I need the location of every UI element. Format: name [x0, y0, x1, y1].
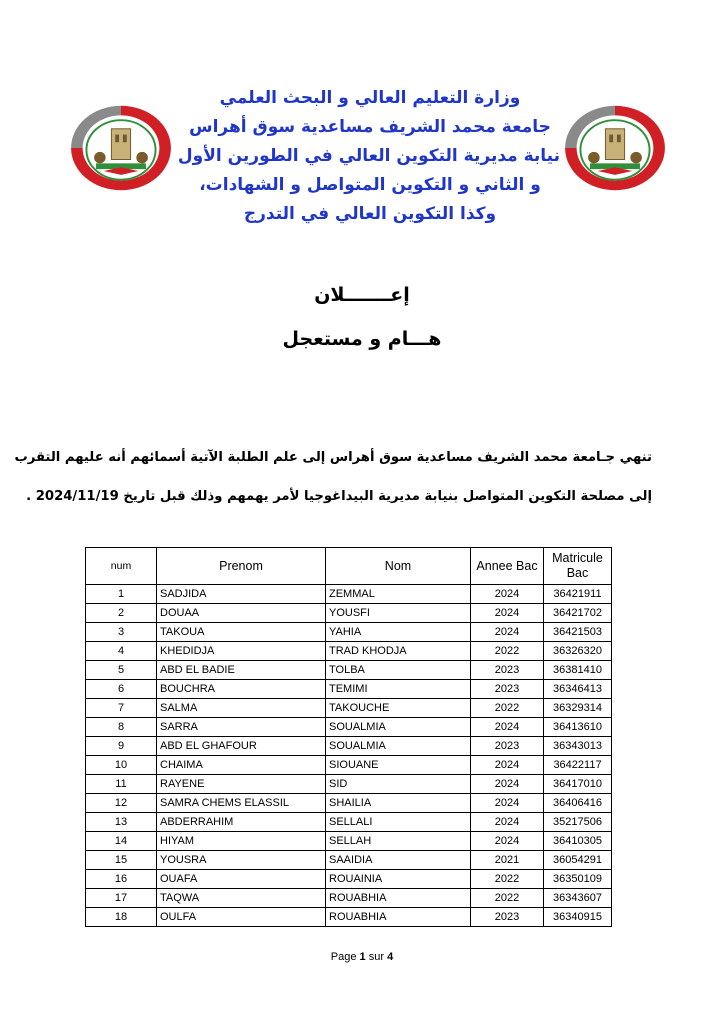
cell-matricule-bac: 36326320: [544, 642, 612, 661]
cell-nom: SID: [326, 775, 471, 794]
table-row: [86, 737, 612, 756]
table-row: [86, 642, 612, 661]
cell-matricule-bac: 36329314: [544, 699, 612, 718]
cell-annee-bac: 2024: [471, 623, 544, 642]
cell-prenom: SADJIDA: [157, 585, 326, 604]
cell-num: 8: [86, 718, 157, 737]
cell-annee-bac: 2024: [471, 585, 544, 604]
cell-num: 17: [86, 889, 157, 908]
column-header-prenom: Prenom: [157, 548, 326, 585]
vice-rectorate-line-3: وكذا التكوين العالي في التدرج: [243, 204, 497, 224]
cell-matricule-bac: 36346413: [544, 680, 612, 699]
cell-prenom: TAQWA: [157, 889, 326, 908]
university-name: جامعة محمد الشريف مساعدية سوق أهراس: [189, 117, 551, 137]
column-header-num: num: [86, 548, 157, 585]
sur-word: sur: [368, 951, 385, 963]
cell-prenom: CHAIMA: [157, 756, 326, 775]
cell-nom: SHAILIA: [326, 794, 471, 813]
cell-prenom: RAYENE: [157, 775, 326, 794]
cell-nom: SAAIDIA: [326, 851, 471, 870]
institution-header: [177, 84, 560, 229]
cell-nom: SELLALI: [326, 813, 471, 832]
announcement-subtitle: هـــام و مستعجل: [282, 328, 442, 350]
cell-prenom: SAMRA CHEMS ELASSIL: [157, 794, 326, 813]
cell-num: 2: [86, 604, 157, 623]
table-row: [86, 680, 612, 699]
table-row: [86, 585, 612, 604]
cell-num: 10: [86, 756, 157, 775]
cell-nom: SIOUANE: [326, 756, 471, 775]
cell-prenom: HIYAM: [157, 832, 326, 851]
page-total: 4: [387, 951, 394, 963]
cell-num: 12: [86, 794, 157, 813]
table-row: [86, 889, 612, 908]
vice-rectorate-line-2: و الثاني و التكوين المتواصل و الشهادات،: [199, 175, 541, 195]
table-row: [86, 623, 612, 642]
cell-num: 6: [86, 680, 157, 699]
cell-num: 15: [86, 851, 157, 870]
notice-paragraph-line-1: تنهي جـامعة محمد الشريف مساعدية سوق أهراس إلى علم الطلبة الآتية أسمائهم أنه عليهم التقرب: [14, 450, 652, 465]
cell-prenom: YOUSRA: [157, 851, 326, 870]
cell-num: 1: [86, 585, 157, 604]
table-row: [86, 870, 612, 889]
university-seal-icon: [556, 100, 674, 196]
cell-annee-bac: 2024: [471, 813, 544, 832]
notice-paragraph-line-2: إلى مصلحة التكوين المتواصل بنيابة مديرية البيداغوجيا لأمر يهمهم وذلك قبل تاريخ 2024/11/19 .: [26, 489, 652, 504]
ministry-name: وزارة التعليم العالي و البحث العلمي: [219, 88, 521, 108]
cell-annee-bac: 2023: [471, 737, 544, 756]
table-row: [86, 604, 612, 623]
cell-matricule-bac: 36350109: [544, 870, 612, 889]
cell-prenom: ABD EL GHAFOUR: [157, 737, 326, 756]
page-current: 1: [359, 951, 366, 963]
cell-prenom: ABD EL BADIE: [157, 661, 326, 680]
vice-rectorate-line-1: نيابة مديرية التكوين العالي في الطورين الأول: [177, 146, 560, 166]
table-row: [86, 794, 612, 813]
announcement-title: إعـــــــلان: [314, 284, 410, 306]
cell-num: 11: [86, 775, 157, 794]
cell-matricule-bac: 36421911: [544, 585, 612, 604]
cell-nom: SOUALMIA: [326, 718, 471, 737]
cell-matricule-bac: 36340915: [544, 908, 612, 927]
cell-annee-bac: 2022: [471, 889, 544, 908]
table-row: [86, 661, 612, 680]
table-row: [86, 756, 612, 775]
cell-nom: TEMIMI: [326, 680, 471, 699]
table-row: [86, 908, 612, 927]
cell-matricule-bac: 36343607: [544, 889, 612, 908]
cell-annee-bac: 2022: [471, 642, 544, 661]
cell-annee-bac: 2024: [471, 756, 544, 775]
cell-matricule-bac: 36343013: [544, 737, 612, 756]
cell-num: 13: [86, 813, 157, 832]
cell-annee-bac: 2024: [471, 832, 544, 851]
cell-matricule-bac: 36054291: [544, 851, 612, 870]
cell-annee-bac: 2021: [471, 851, 544, 870]
page-word: Page: [330, 951, 357, 963]
cell-prenom: DOUAA: [157, 604, 326, 623]
cell-nom: TAKOUCHE: [326, 699, 471, 718]
cell-num: 5: [86, 661, 157, 680]
cell-prenom: KHEDIDJA: [157, 642, 326, 661]
cell-nom: ROUABHIA: [326, 908, 471, 927]
table-row: [86, 813, 612, 832]
cell-annee-bac: 2024: [471, 718, 544, 737]
column-header-matricule-bac: Matricule Bac: [544, 548, 612, 585]
cell-nom: YAHIA: [326, 623, 471, 642]
cell-num: 14: [86, 832, 157, 851]
column-header-nom: Nom: [326, 548, 471, 585]
cell-annee-bac: 2024: [471, 794, 544, 813]
cell-matricule-bac: 36421702: [544, 604, 612, 623]
cell-matricule-bac: 36417010: [544, 775, 612, 794]
cell-nom: SELLAH: [326, 832, 471, 851]
cell-nom: ZEMMAL: [326, 585, 471, 604]
cell-nom: ROUAINIA: [326, 870, 471, 889]
cell-matricule-bac: 35217506: [544, 813, 612, 832]
university-logo-right: [556, 100, 674, 196]
cell-nom: YOUSFI: [326, 604, 471, 623]
cell-annee-bac: 2022: [471, 870, 544, 889]
table-row: [86, 851, 612, 870]
cell-annee-bac: 2022: [471, 699, 544, 718]
cell-nom: TRAD KHODJA: [326, 642, 471, 661]
page-footer: [0, 951, 724, 963]
cell-num: 18: [86, 908, 157, 927]
cell-annee-bac: 2024: [471, 604, 544, 623]
cell-num: 16: [86, 870, 157, 889]
table-row: [86, 775, 612, 794]
cell-nom: TOLBA: [326, 661, 471, 680]
cell-matricule-bac: 36406416: [544, 794, 612, 813]
cell-prenom: OUAFA: [157, 870, 326, 889]
cell-num: 7: [86, 699, 157, 718]
cell-matricule-bac: 36410305: [544, 832, 612, 851]
column-header-annee-bac: Annee Bac: [471, 548, 544, 585]
cell-num: 4: [86, 642, 157, 661]
university-seal-icon: [62, 100, 180, 196]
cell-prenom: ABDERRAHIM: [157, 813, 326, 832]
cell-matricule-bac: 36422117: [544, 756, 612, 775]
cell-matricule-bac: 36381410: [544, 661, 612, 680]
table-row: [86, 718, 612, 737]
table-row: [86, 832, 612, 851]
students-table: [85, 547, 612, 927]
cell-prenom: SALMA: [157, 699, 326, 718]
cell-prenom: OULFA: [157, 908, 326, 927]
cell-num: 3: [86, 623, 157, 642]
table-header-row: [86, 548, 612, 585]
cell-matricule-bac: 36413610: [544, 718, 612, 737]
cell-annee-bac: 2023: [471, 661, 544, 680]
cell-num: 9: [86, 737, 157, 756]
cell-prenom: BOUCHRA: [157, 680, 326, 699]
cell-annee-bac: 2023: [471, 680, 544, 699]
cell-matricule-bac: 36421503: [544, 623, 612, 642]
cell-prenom: SARRA: [157, 718, 326, 737]
cell-prenom: TAKOUA: [157, 623, 326, 642]
cell-nom: ROUABHIA: [326, 889, 471, 908]
cell-annee-bac: 2024: [471, 775, 544, 794]
cell-annee-bac: 2023: [471, 908, 544, 927]
university-logo-left: [62, 100, 180, 196]
cell-nom: SOUALMIA: [326, 737, 471, 756]
table-row: [86, 699, 612, 718]
